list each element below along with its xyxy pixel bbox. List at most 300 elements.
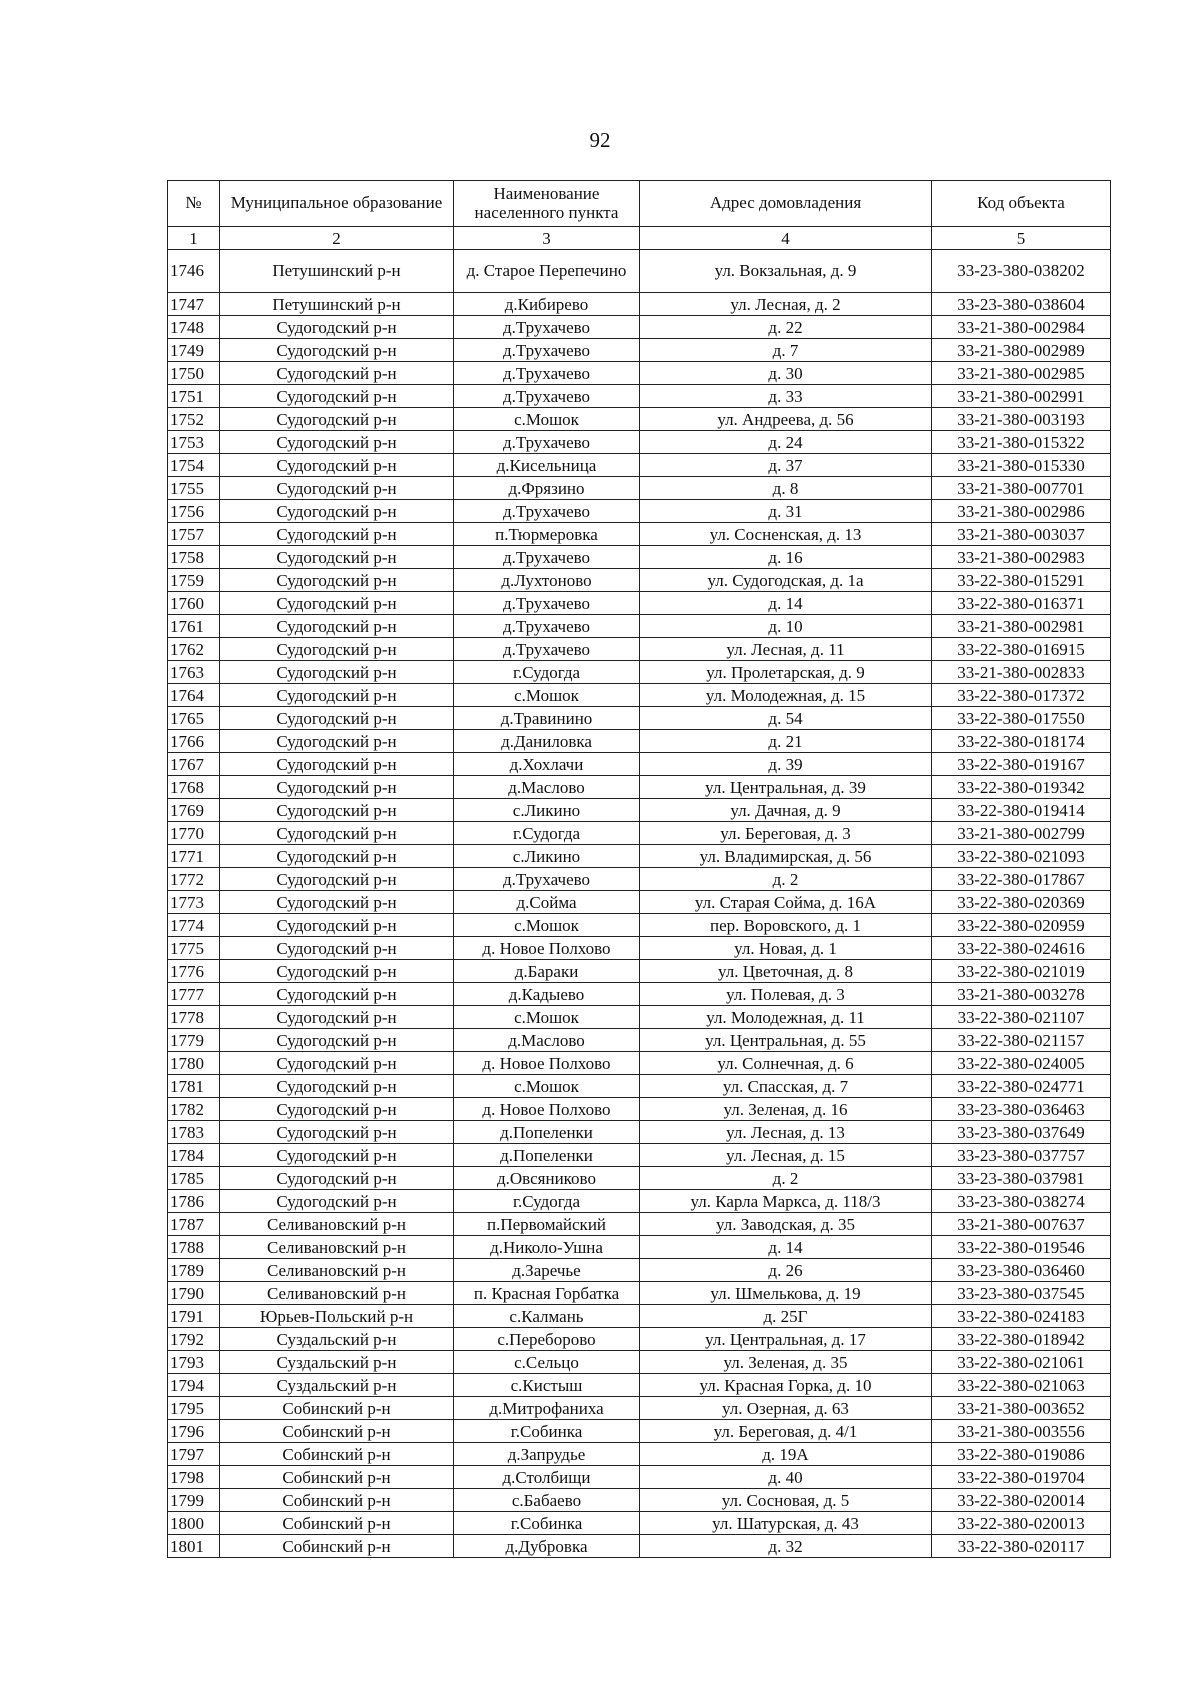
row-number: 1801: [168, 1535, 220, 1558]
row-number: 1795: [168, 1397, 220, 1420]
row-number: 1759: [168, 569, 220, 592]
table-row: [168, 1029, 1111, 1052]
address-cell: ул. Шмелькова, д. 19: [640, 1282, 932, 1305]
municipality-cell: Собинский р-н: [220, 1397, 454, 1420]
settlement-cell: д. Старое Перепечино: [454, 250, 640, 293]
table-row: [168, 250, 1111, 293]
row-number: 1758: [168, 546, 220, 569]
settlement-cell: д.Дубровка: [454, 1535, 640, 1558]
address-cell: д. 31: [640, 500, 932, 523]
table-row: [168, 891, 1111, 914]
object-code-cell: 33-22-380-019704: [932, 1466, 1111, 1489]
municipality-cell: Селивановский р-н: [220, 1282, 454, 1305]
object-code-cell: 33-22-380-020014: [932, 1489, 1111, 1512]
row-number: 1774: [168, 914, 220, 937]
address-cell: д. 26: [640, 1259, 932, 1282]
settlement-cell: д.Овсяниково: [454, 1167, 640, 1190]
table-row: [168, 983, 1111, 1006]
object-code-cell: 33-22-380-019167: [932, 753, 1111, 776]
address-cell: д. 37: [640, 454, 932, 477]
municipality-cell: Судогодский р-н: [220, 707, 454, 730]
address-cell: ул. Зеленая, д. 16: [640, 1098, 932, 1121]
row-number: 1764: [168, 684, 220, 707]
settlement-cell: с.Мошок: [454, 684, 640, 707]
table-row: [168, 1328, 1111, 1351]
row-number: 1776: [168, 960, 220, 983]
municipality-cell: Судогодский р-н: [220, 776, 454, 799]
municipality-cell: Судогодский р-н: [220, 500, 454, 523]
municipality-cell: Петушинский р-н: [220, 250, 454, 293]
table-body: [168, 250, 1111, 1558]
municipality-cell: Судогодский р-н: [220, 339, 454, 362]
settlement-cell: д.Запрудье: [454, 1443, 640, 1466]
object-code-cell: 33-21-380-002986: [932, 500, 1111, 523]
municipality-cell: Собинский р-н: [220, 1420, 454, 1443]
table-row: [168, 1420, 1111, 1443]
address-cell: д. 39: [640, 753, 932, 776]
settlement-cell: д. Новое Полхово: [454, 1052, 640, 1075]
settlement-cell: д.Бараки: [454, 960, 640, 983]
settlement-cell: с.Сельцо: [454, 1351, 640, 1374]
table-row: [168, 914, 1111, 937]
address-cell: д. 8: [640, 477, 932, 500]
address-cell: д. 22: [640, 316, 932, 339]
object-code-cell: 33-22-380-024005: [932, 1052, 1111, 1075]
address-cell: ул. Андреева, д. 56: [640, 408, 932, 431]
column-number: 3: [454, 227, 640, 250]
table-row: [168, 523, 1111, 546]
address-cell: д. 7: [640, 339, 932, 362]
table-row: [168, 684, 1111, 707]
column-number: 1: [168, 227, 220, 250]
settlement-cell: с.Переборово: [454, 1328, 640, 1351]
table-row: [168, 960, 1111, 983]
address-cell: д. 16: [640, 546, 932, 569]
settlement-cell: п.Тюрмеровка: [454, 523, 640, 546]
row-number: 1757: [168, 523, 220, 546]
address-cell: ул. Сосновая, д. 5: [640, 1489, 932, 1512]
address-cell: ул. Зеленая, д. 35: [640, 1351, 932, 1374]
table-row: [168, 730, 1111, 753]
address-cell: ул. Пролетарская, д. 9: [640, 661, 932, 684]
row-number: 1781: [168, 1075, 220, 1098]
row-number: 1749: [168, 339, 220, 362]
settlement-cell: с.Бабаево: [454, 1489, 640, 1512]
row-number: 1800: [168, 1512, 220, 1535]
address-cell: ул. Береговая, д. 4/1: [640, 1420, 932, 1443]
municipality-cell: Собинский р-н: [220, 1443, 454, 1466]
table-row: [168, 661, 1111, 684]
object-code-cell: 33-22-380-018942: [932, 1328, 1111, 1351]
row-number: 1773: [168, 891, 220, 914]
table-row: [168, 845, 1111, 868]
row-number: 1777: [168, 983, 220, 1006]
settlement-cell: д.Трухачево: [454, 316, 640, 339]
object-code-cell: 33-21-380-007637: [932, 1213, 1111, 1236]
address-cell: ул. Полевая, д. 3: [640, 983, 932, 1006]
row-number: 1756: [168, 500, 220, 523]
settlement-cell: д. Новое Полхово: [454, 1098, 640, 1121]
object-code-cell: 33-22-380-019086: [932, 1443, 1111, 1466]
municipality-cell: Судогодский р-н: [220, 546, 454, 569]
header-object-code: Код объекта: [932, 181, 1111, 227]
object-code-cell: 33-23-380-037981: [932, 1167, 1111, 1190]
table-row: [168, 615, 1111, 638]
address-cell: ул. Вокзальная, д. 9: [640, 250, 932, 293]
municipality-cell: Судогодский р-н: [220, 684, 454, 707]
settlement-cell: с.Мошок: [454, 408, 640, 431]
table-row: [168, 1236, 1111, 1259]
table-row: [168, 776, 1111, 799]
table-row: [168, 937, 1111, 960]
settlement-cell: д.Митрофаниха: [454, 1397, 640, 1420]
settlement-cell: д.Трухачево: [454, 615, 640, 638]
municipality-cell: Селивановский р-н: [220, 1236, 454, 1259]
row-number: 1752: [168, 408, 220, 431]
object-code-cell: 33-23-380-037649: [932, 1121, 1111, 1144]
address-cell: ул. Дачная, д. 9: [640, 799, 932, 822]
table-row: [168, 477, 1111, 500]
address-cell: ул. Старая Сойма, д. 16А: [640, 891, 932, 914]
settlement-cell: г.Собинка: [454, 1420, 640, 1443]
row-number: 1762: [168, 638, 220, 661]
settlement-cell: д. Новое Полхово: [454, 937, 640, 960]
municipality-cell: Судогодский р-н: [220, 891, 454, 914]
municipality-cell: Судогодский р-н: [220, 1075, 454, 1098]
municipality-cell: Собинский р-н: [220, 1512, 454, 1535]
settlement-cell: г.Судогда: [454, 661, 640, 684]
table-row: [168, 1351, 1111, 1374]
municipality-cell: Судогодский р-н: [220, 385, 454, 408]
settlement-cell: д.Трухачево: [454, 339, 640, 362]
settlement-cell: п. Красная Горбатка: [454, 1282, 640, 1305]
municipality-cell: Судогодский р-н: [220, 1006, 454, 1029]
address-cell: д. 2: [640, 868, 932, 891]
address-cell: ул. Сосненская, д. 13: [640, 523, 932, 546]
row-number: 1780: [168, 1052, 220, 1075]
object-code-cell: 33-22-380-019342: [932, 776, 1111, 799]
address-cell: ул. Центральная, д. 39: [640, 776, 932, 799]
address-cell: д. 2: [640, 1167, 932, 1190]
address-cell: ул. Лесная, д. 15: [640, 1144, 932, 1167]
row-number: 1770: [168, 822, 220, 845]
row-number: 1769: [168, 799, 220, 822]
object-code-cell: 33-21-380-003556: [932, 1420, 1111, 1443]
settlement-cell: д.Даниловка: [454, 730, 640, 753]
object-code-cell: 33-23-380-037545: [932, 1282, 1111, 1305]
row-number: 1793: [168, 1351, 220, 1374]
settlement-cell: д.Трухачево: [454, 592, 640, 615]
object-code-cell: 33-21-380-002833: [932, 661, 1111, 684]
row-number: 1760: [168, 592, 220, 615]
object-code-cell: 33-21-380-007701: [932, 477, 1111, 500]
municipality-cell: Собинский р-н: [220, 1466, 454, 1489]
municipality-cell: Судогодский р-н: [220, 1029, 454, 1052]
row-number: 1784: [168, 1144, 220, 1167]
row-number: 1791: [168, 1305, 220, 1328]
row-number: 1763: [168, 661, 220, 684]
address-cell: д. 14: [640, 592, 932, 615]
address-cell: ул. Карла Маркса, д. 118/3: [640, 1190, 932, 1213]
table-row: [168, 1167, 1111, 1190]
address-cell: ул. Цветочная, д. 8: [640, 960, 932, 983]
municipality-cell: Петушинский р-н: [220, 293, 454, 316]
settlement-cell: с.Ликино: [454, 799, 640, 822]
column-number-row: [168, 227, 1111, 250]
object-code-cell: 33-21-380-003652: [932, 1397, 1111, 1420]
row-number: 1768: [168, 776, 220, 799]
object-code-cell: 33-22-380-021019: [932, 960, 1111, 983]
address-cell: ул. Солнечная, д. 6: [640, 1052, 932, 1075]
table-row: [168, 799, 1111, 822]
municipality-cell: Судогодский р-н: [220, 914, 454, 937]
municipality-cell: Судогодский р-н: [220, 638, 454, 661]
object-code-cell: 33-21-380-002799: [932, 822, 1111, 845]
row-number: 1788: [168, 1236, 220, 1259]
address-cell: ул. Красная Горка, д. 10: [640, 1374, 932, 1397]
object-code-cell: 33-22-380-020117: [932, 1535, 1111, 1558]
municipality-cell: Судогодский р-н: [220, 1144, 454, 1167]
address-cell: ул. Лесная, д. 11: [640, 638, 932, 661]
object-code-cell: 33-23-380-038274: [932, 1190, 1111, 1213]
address-cell: ул. Молодежная, д. 11: [640, 1006, 932, 1029]
row-number: 1798: [168, 1466, 220, 1489]
object-code-cell: 33-21-380-002985: [932, 362, 1111, 385]
municipality-cell: Судогодский р-н: [220, 316, 454, 339]
object-code-cell: 33-21-380-002989: [932, 339, 1111, 362]
municipality-cell: Судогодский р-н: [220, 523, 454, 546]
settlement-cell: д.Николо-Ушна: [454, 1236, 640, 1259]
table-row: [168, 753, 1111, 776]
municipality-cell: Судогодский р-н: [220, 753, 454, 776]
settlement-cell: с.Кистыш: [454, 1374, 640, 1397]
header-row: [168, 181, 1111, 227]
row-number: 1785: [168, 1167, 220, 1190]
object-code-cell: 33-22-380-019414: [932, 799, 1111, 822]
address-cell: д. 25Г: [640, 1305, 932, 1328]
settlement-cell: г.Судогда: [454, 1190, 640, 1213]
settlement-cell: д.Трухачево: [454, 868, 640, 891]
settlement-cell: с.Мошок: [454, 1006, 640, 1029]
column-number: 5: [932, 227, 1111, 250]
address-cell: д. 54: [640, 707, 932, 730]
address-cell: д. 30: [640, 362, 932, 385]
table-row: [168, 1535, 1111, 1558]
settlement-cell: д.Лухтоново: [454, 569, 640, 592]
header-address: Адрес домовладения: [640, 181, 932, 227]
settlement-cell: д.Трухачево: [454, 500, 640, 523]
municipality-cell: Судогодский р-н: [220, 408, 454, 431]
settlement-cell: д.Травинино: [454, 707, 640, 730]
row-number: 1789: [168, 1259, 220, 1282]
object-code-cell: 33-22-380-021157: [932, 1029, 1111, 1052]
row-number: 1761: [168, 615, 220, 638]
table-row: [168, 1443, 1111, 1466]
table-row: [168, 1282, 1111, 1305]
municipality-cell: Судогодский р-н: [220, 868, 454, 891]
table-row: [168, 316, 1111, 339]
object-code-cell: 33-22-380-020369: [932, 891, 1111, 914]
address-cell: пер. Воровского, д. 1: [640, 914, 932, 937]
settlement-cell: с.Мошок: [454, 1075, 640, 1098]
address-cell: д. 14: [640, 1236, 932, 1259]
table-row: [168, 408, 1111, 431]
table-row: [168, 569, 1111, 592]
table-row: [168, 1213, 1111, 1236]
table-row: [168, 1374, 1111, 1397]
settlement-cell: г.Судогда: [454, 822, 640, 845]
table-row: [168, 1075, 1111, 1098]
object-code-cell: 33-21-380-015322: [932, 431, 1111, 454]
row-number: 1771: [168, 845, 220, 868]
object-code-cell: 33-21-380-015330: [932, 454, 1111, 477]
settlement-cell: д.Трухачево: [454, 431, 640, 454]
table-row: [168, 454, 1111, 477]
object-code-cell: 33-22-380-016915: [932, 638, 1111, 661]
row-number: 1799: [168, 1489, 220, 1512]
column-number: 4: [640, 227, 932, 250]
object-code-cell: 33-22-380-015291: [932, 569, 1111, 592]
object-code-cell: 33-22-380-021063: [932, 1374, 1111, 1397]
table-row: [168, 1305, 1111, 1328]
address-cell: ул. Владимирская, д. 56: [640, 845, 932, 868]
municipality-cell: Судогодский р-н: [220, 477, 454, 500]
address-cell: ул. Спасская, д. 7: [640, 1075, 932, 1098]
settlement-cell: д.Маслово: [454, 776, 640, 799]
address-cell: ул. Лесная, д. 13: [640, 1121, 932, 1144]
object-code-cell: 33-23-380-038604: [932, 293, 1111, 316]
object-code-cell: 33-22-380-020013: [932, 1512, 1111, 1535]
table-row: [168, 1466, 1111, 1489]
municipality-cell: Судогодский р-н: [220, 799, 454, 822]
object-code-cell: 33-22-380-024771: [932, 1075, 1111, 1098]
table-row: [168, 868, 1111, 891]
settlement-cell: д.Кадыево: [454, 983, 640, 1006]
table-row: [168, 1489, 1111, 1512]
object-code-cell: 33-22-380-019546: [932, 1236, 1111, 1259]
address-cell: д. 33: [640, 385, 932, 408]
object-code-cell: 33-23-380-038202: [932, 250, 1111, 293]
municipality-cell: Суздальский р-н: [220, 1328, 454, 1351]
municipality-cell: Судогодский р-н: [220, 937, 454, 960]
row-number: 1787: [168, 1213, 220, 1236]
settlement-cell: д.Сойма: [454, 891, 640, 914]
row-number: 1755: [168, 477, 220, 500]
municipality-cell: Судогодский р-н: [220, 730, 454, 753]
row-number: 1796: [168, 1420, 220, 1443]
row-number: 1765: [168, 707, 220, 730]
table-row: [168, 1121, 1111, 1144]
object-code-cell: 33-21-380-003278: [932, 983, 1111, 1006]
object-code-cell: 33-21-380-002981: [932, 615, 1111, 638]
table-row: [168, 431, 1111, 454]
page-number: 92: [589, 128, 611, 152]
address-cell: ул. Лесная, д. 2: [640, 293, 932, 316]
municipality-cell: Собинский р-н: [220, 1489, 454, 1512]
object-code-cell: 33-21-380-002984: [932, 316, 1111, 339]
table-row: [168, 500, 1111, 523]
row-number: 1782: [168, 1098, 220, 1121]
address-cell: д. 19А: [640, 1443, 932, 1466]
settlement-cell: д.Столбищи: [454, 1466, 640, 1489]
settlement-cell: д.Попеленки: [454, 1144, 640, 1167]
registry-table: [167, 180, 1111, 1558]
row-number: 1747: [168, 293, 220, 316]
address-cell: ул. Молодежная, д. 15: [640, 684, 932, 707]
municipality-cell: Судогодский р-н: [220, 1098, 454, 1121]
table-row: [168, 1006, 1111, 1029]
municipality-cell: Судогодский р-н: [220, 431, 454, 454]
object-code-cell: 33-22-380-017867: [932, 868, 1111, 891]
header-municipality: Муниципальное образование: [220, 181, 454, 227]
settlement-cell: с.Мошок: [454, 914, 640, 937]
address-cell: ул. Центральная, д. 55: [640, 1029, 932, 1052]
object-code-cell: 33-22-380-024183: [932, 1305, 1111, 1328]
object-code-cell: 33-22-380-021061: [932, 1351, 1111, 1374]
row-number: 1794: [168, 1374, 220, 1397]
settlement-cell: д.Попеленки: [454, 1121, 640, 1144]
address-cell: ул. Озерная, д. 63: [640, 1397, 932, 1420]
table-row: [168, 385, 1111, 408]
municipality-cell: Суздальский р-н: [220, 1351, 454, 1374]
address-cell: ул. Новая, д. 1: [640, 937, 932, 960]
row-number: 1772: [168, 868, 220, 891]
municipality-cell: Судогодский р-н: [220, 661, 454, 684]
row-number: 1754: [168, 454, 220, 477]
table-row: [168, 592, 1111, 615]
municipality-cell: Селивановский р-н: [220, 1213, 454, 1236]
row-number: 1792: [168, 1328, 220, 1351]
address-cell: ул. Судогодская, д. 1а: [640, 569, 932, 592]
settlement-cell: д.Трухачево: [454, 638, 640, 661]
municipality-cell: Судогодский р-н: [220, 454, 454, 477]
table-row: [168, 1512, 1111, 1535]
address-cell: д. 32: [640, 1535, 932, 1558]
table-row: [168, 1144, 1111, 1167]
object-code-cell: 33-22-380-021093: [932, 845, 1111, 868]
column-number: 2: [220, 227, 454, 250]
table-row: [168, 362, 1111, 385]
object-code-cell: 33-21-380-002983: [932, 546, 1111, 569]
object-code-cell: 33-22-380-018174: [932, 730, 1111, 753]
settlement-cell: д.Кибирево: [454, 293, 640, 316]
table-row: [168, 1259, 1111, 1282]
settlement-cell: д.Трухачево: [454, 546, 640, 569]
address-cell: д. 21: [640, 730, 932, 753]
municipality-cell: Судогодский р-н: [220, 1121, 454, 1144]
object-code-cell: 33-21-380-003193: [932, 408, 1111, 431]
settlement-cell: д.Трухачево: [454, 385, 640, 408]
municipality-cell: Селивановский р-н: [220, 1259, 454, 1282]
row-number: 1786: [168, 1190, 220, 1213]
table-row: [168, 293, 1111, 316]
municipality-cell: Судогодский р-н: [220, 822, 454, 845]
municipality-cell: Судогодский р-н: [220, 569, 454, 592]
municipality-cell: Судогодский р-н: [220, 362, 454, 385]
municipality-cell: Судогодский р-н: [220, 1052, 454, 1075]
row-number: 1748: [168, 316, 220, 339]
settlement-cell: д.Заречье: [454, 1259, 640, 1282]
municipality-cell: Судогодский р-н: [220, 983, 454, 1006]
settlement-cell: с.Ликино: [454, 845, 640, 868]
row-number: 1783: [168, 1121, 220, 1144]
object-code-cell: 33-22-380-024616: [932, 937, 1111, 960]
row-number: 1751: [168, 385, 220, 408]
address-cell: д. 40: [640, 1466, 932, 1489]
row-number: 1778: [168, 1006, 220, 1029]
row-number: 1753: [168, 431, 220, 454]
municipality-cell: Судогодский р-н: [220, 592, 454, 615]
